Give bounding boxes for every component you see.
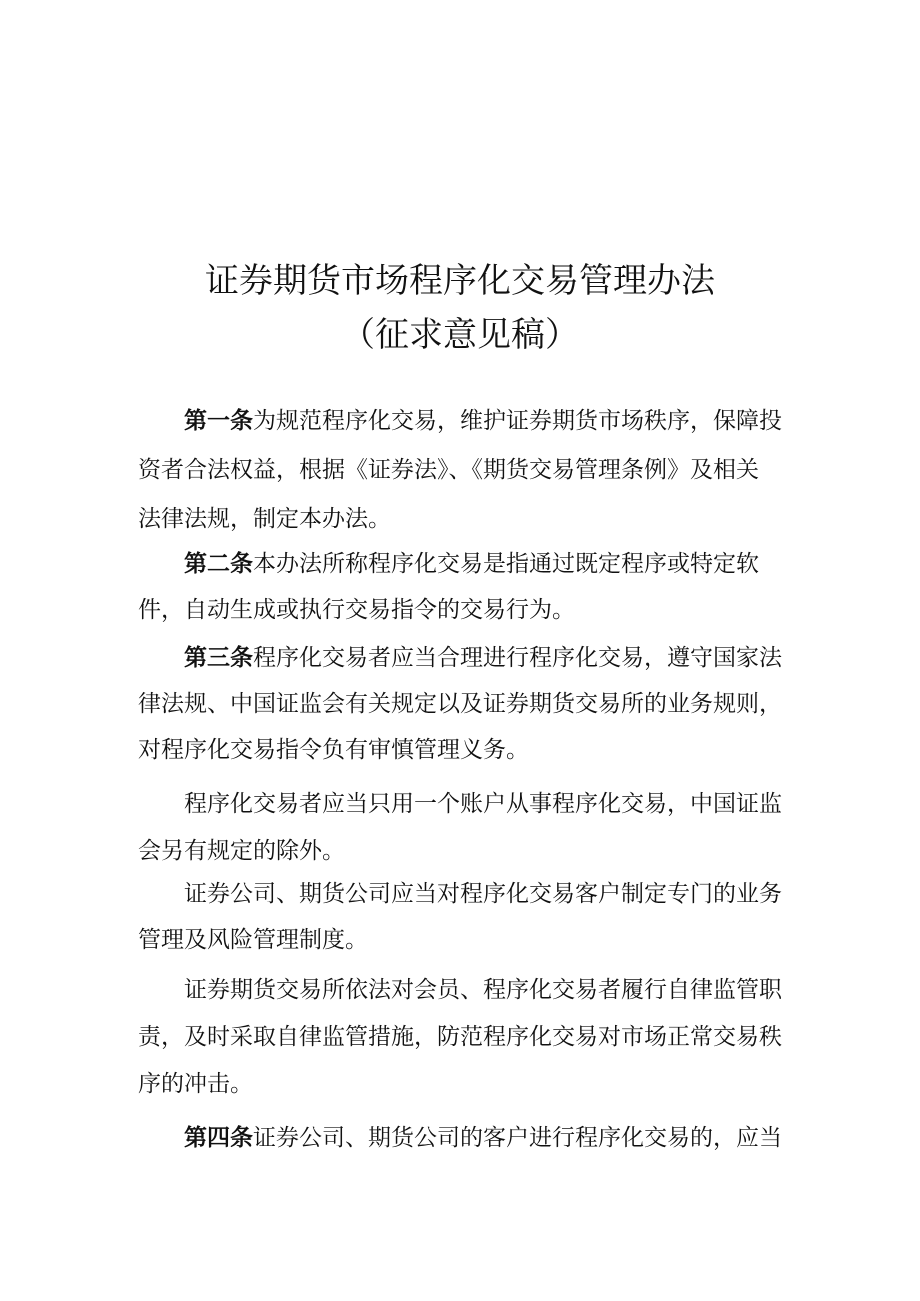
document-subtitle: （征求意见稿） — [341, 315, 579, 355]
paragraph-6-line-1: 证券期货交易所依法对会员、程序化交易者履行自律监管职 — [184, 977, 782, 1003]
paragraph-3-line-2: 律法规、中国证监会有关规定以及证券期货交易所的业务规则， — [138, 691, 782, 717]
paragraph-text: 本办法所称程序化交易是指通过既定程序或特定软 — [253, 551, 759, 577]
article-heading: 第一条 — [184, 408, 253, 434]
paragraph-5-line-2: 管理及风险管理制度。 — [138, 927, 368, 953]
paragraph-5-line-1: 证券公司、期货公司应当对程序化交易客户制定专门的业务 — [184, 881, 782, 907]
paragraph-1-line-1 — [184, 397, 790, 445]
paragraph-2-line-2: 件，自动生成或执行交易指令的交易行为。 — [138, 597, 575, 623]
paragraph-text: 证券公司、期货公司的客户进行程序化交易的，应当 — [253, 1125, 782, 1151]
paragraph-6-line-2: 责，及时采取自律监管措施，防范程序化交易对市场正常交易秩 — [138, 1024, 782, 1050]
paragraph-6-line-3: 序的冲击。 — [138, 1071, 253, 1097]
paragraph-2-line-1 — [184, 540, 790, 588]
paragraph-4-line-1: 程序化交易者应当只用一个账户从事程序化交易，中国证监 — [184, 791, 782, 817]
paragraph-1-line-3: 法律法规，制定本办法。 — [138, 506, 391, 532]
paragraph-1-line-2: 资者合法权益，根据《证券法》、《期货交易管理条例》及相关 — [138, 457, 759, 483]
paragraph-3-line-3: 对程序化交易指令负有审慎管理义务。 — [138, 737, 529, 763]
title-block — [0, 254, 920, 362]
article-heading: 第三条 — [184, 645, 253, 671]
document-title: 证券期货市场程序化交易管理办法 — [205, 261, 715, 301]
paragraph-7-line-1 — [184, 1114, 790, 1162]
paragraph-text: 程序化交易者应当合理进行程序化交易，遵守国家法 — [253, 645, 782, 671]
article-heading: 第四条 — [184, 1125, 253, 1151]
paragraph-text: 为规范程序化交易，维护证券期货市场秩序，保障投 — [253, 408, 782, 434]
article-heading: 第二条 — [184, 551, 253, 577]
paragraph-4-line-2: 会另有规定的除外。 — [138, 838, 345, 864]
paragraph-3-line-1 — [184, 634, 790, 682]
